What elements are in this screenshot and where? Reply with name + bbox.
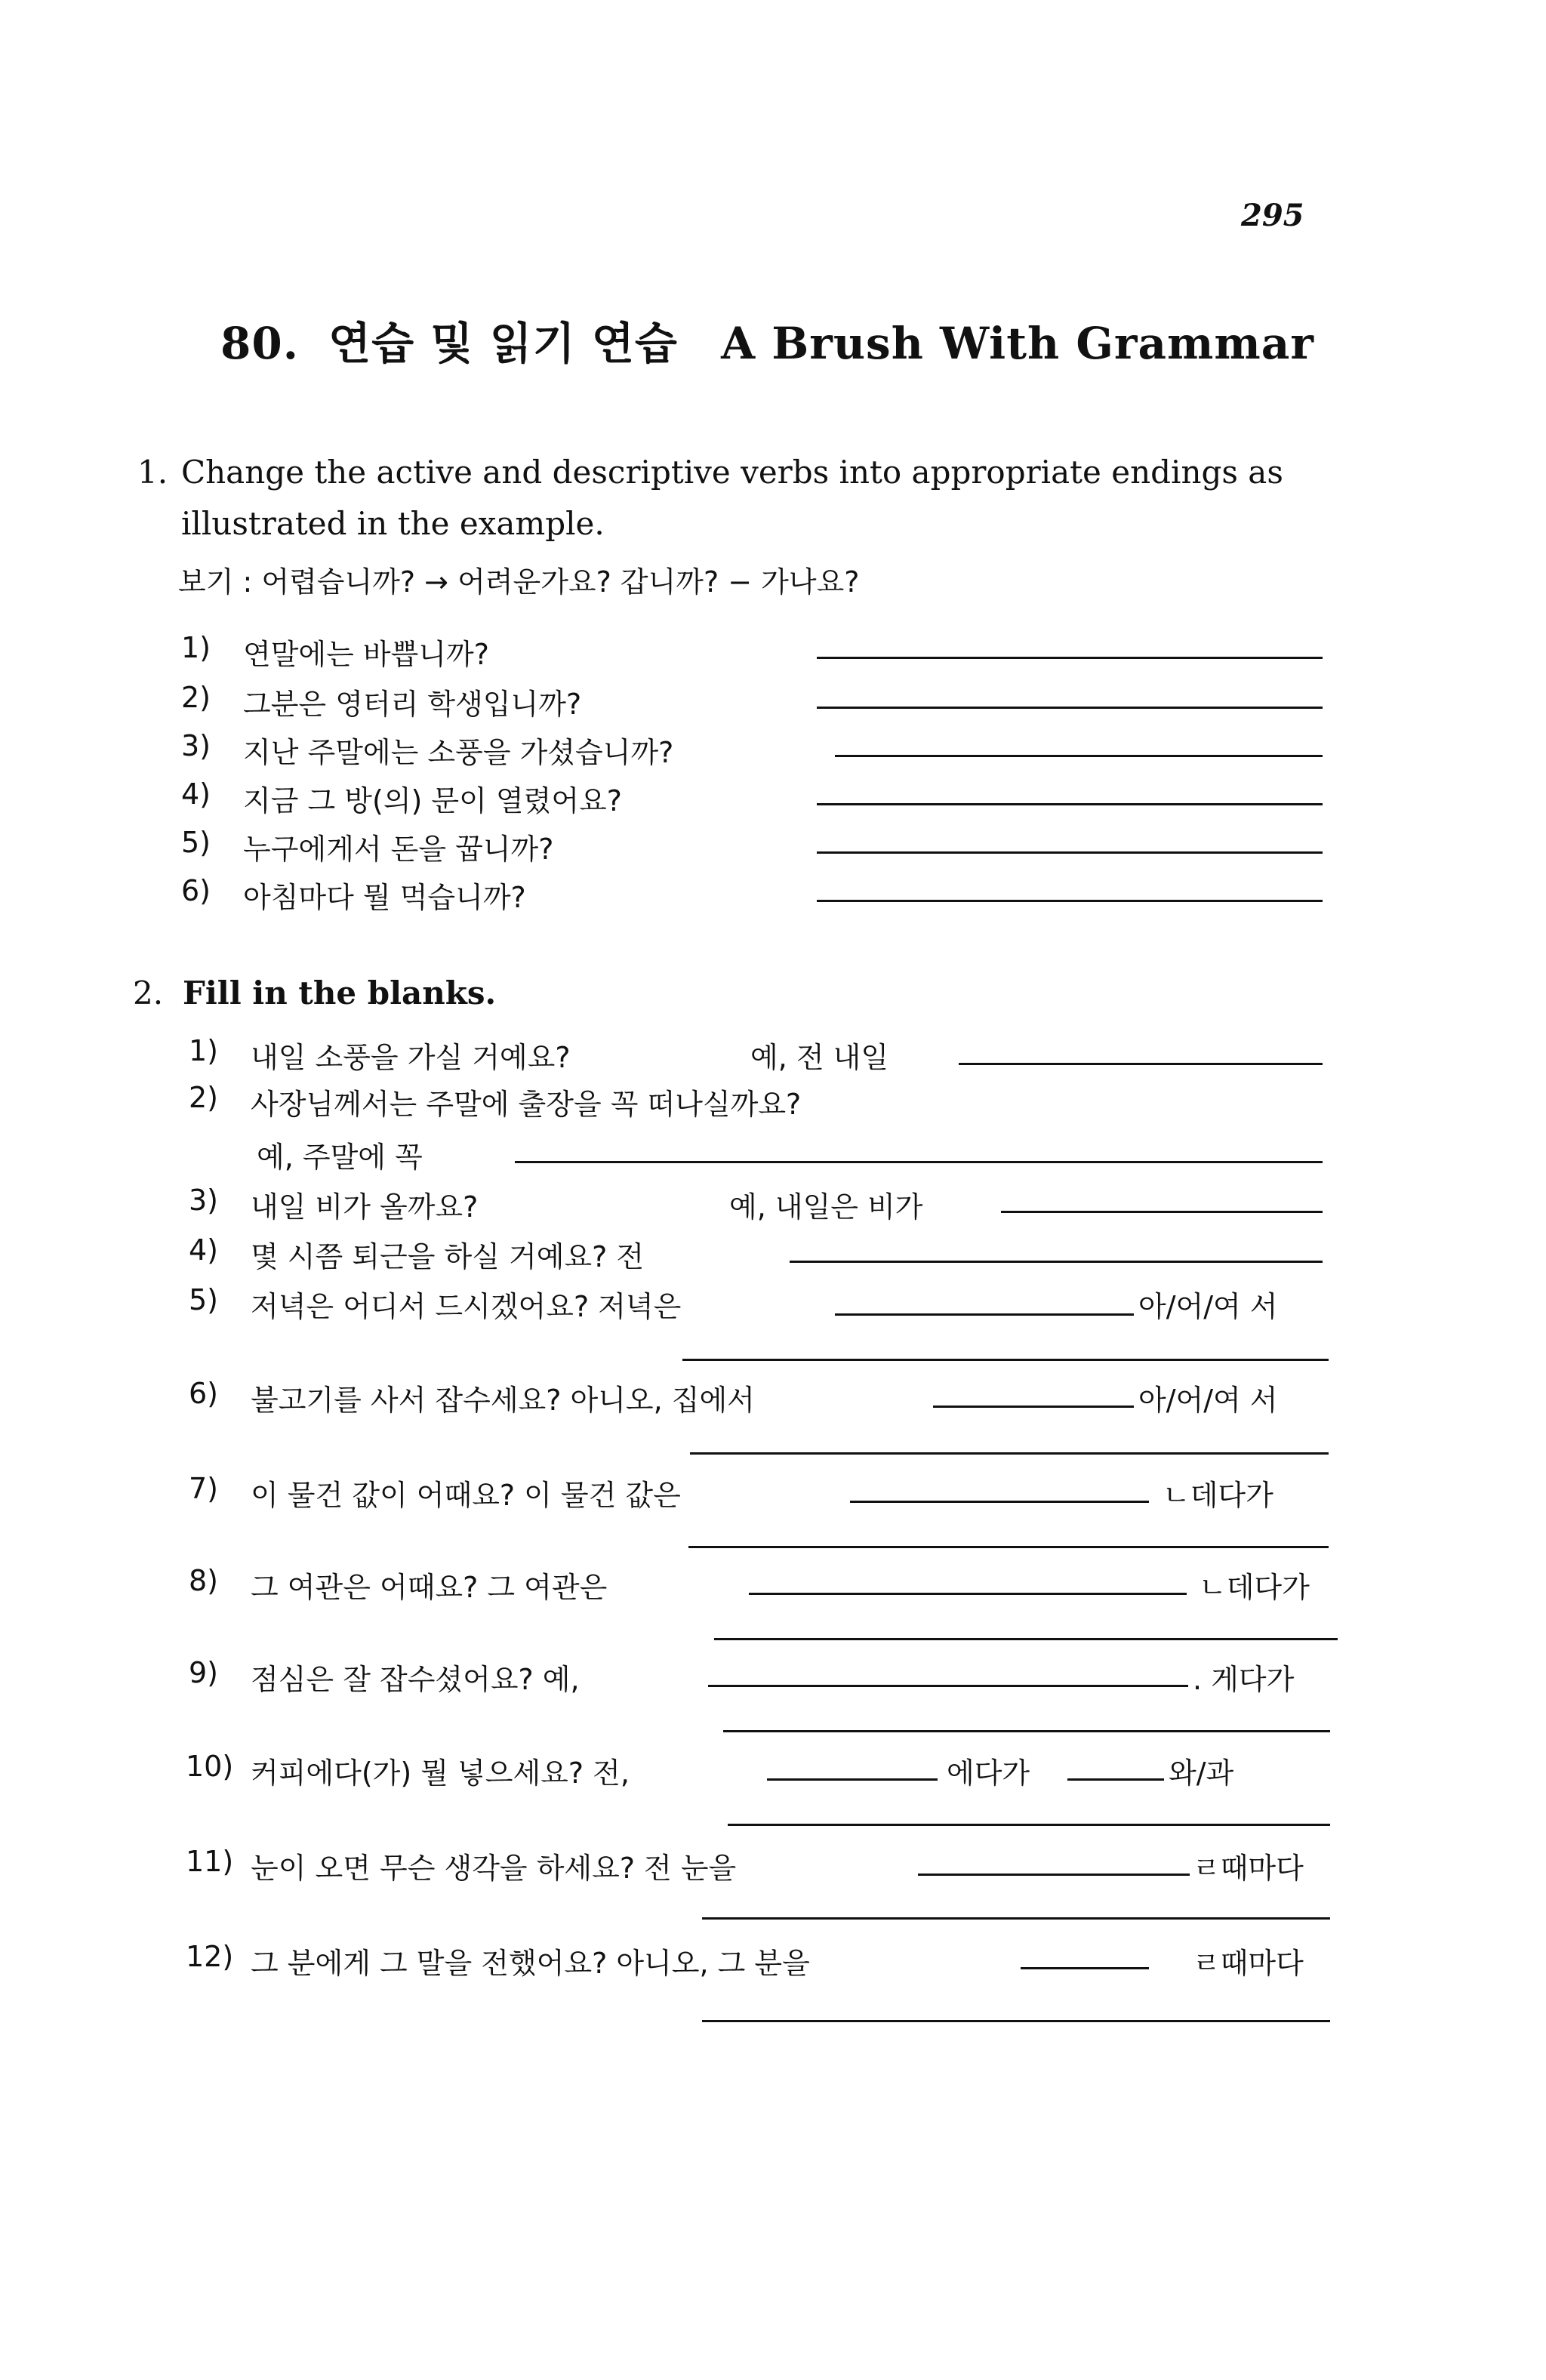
s1-item-text-1: 연말에는 바쁩니까? <box>243 638 489 671</box>
s1-answer-blank-2[interactable] <box>817 707 1323 709</box>
s2-item-text-1: 내일 소풍을 가실 거예요? <box>251 1041 571 1074</box>
s2-item-num-7: 7) <box>189 1472 219 1505</box>
s1-answer-blank-5[interactable] <box>817 851 1323 854</box>
s2-item-num-3: 3) <box>189 1184 219 1217</box>
section1-example: 보기 : 어렵습니까? → 어려운가요? 갑니까? − 가나요? <box>178 565 860 599</box>
s2-item-answer-2: 예, 주말에 꼭 <box>257 1141 423 1174</box>
s2-answer-blank-4[interactable] <box>790 1261 1323 1263</box>
section1-instruction-line1: Change the active and descriptive verbs into appropriate endings as <box>181 454 1283 491</box>
s2-answer-blank-12b[interactable] <box>702 2020 1330 2022</box>
s1-answer-blank-1[interactable] <box>817 657 1323 659</box>
s2-item-text-12: 그 분에게 그 말을 전했어요? 아니오, 그 분을 <box>251 1947 810 1980</box>
lesson-title-english: A Brush With Grammar <box>721 318 1314 369</box>
s2-item-text-9: 점심은 잘 잡수셨어요? 예, <box>251 1663 580 1696</box>
s2-item-num-11: 11) <box>186 1845 234 1878</box>
s2-item-text-7: 이 물건 값이 어때요? 이 물건 값은 <box>251 1479 681 1512</box>
s2-item-suffix-5: 아/어/여 서 <box>1138 1290 1278 1323</box>
s2-item-num-8: 8) <box>189 1564 219 1597</box>
s2-answer-blank-5b[interactable] <box>682 1359 1329 1361</box>
lesson-title <box>220 308 1314 371</box>
s1-item-text-2: 그분은 영터리 학생입니까? <box>243 688 582 721</box>
s2-item-suffix-9: . 게다가 <box>1193 1663 1295 1696</box>
page-number: 295 <box>1241 198 1304 233</box>
s2-item-text-10: 커피에다(가) 뭘 넣으세요? 전, <box>251 1757 630 1790</box>
s2-item-num-4: 4) <box>189 1233 219 1267</box>
lesson-title-korean: 연습 및 읽기 연습 <box>328 318 678 369</box>
s2-item-text-5: 저녁은 어디서 드시겠어요? 저녁은 <box>251 1290 682 1323</box>
s2-answer-blank-1[interactable] <box>959 1063 1323 1065</box>
s2-item-suffix-7: ㄴ데다가 <box>1163 1479 1273 1512</box>
section1-instruction-line2: illustrated in the example. <box>181 505 605 542</box>
s2-answer-blank-9b[interactable] <box>723 1730 1330 1732</box>
s2-item-mid-10: 에다가 <box>947 1757 1030 1790</box>
s2-answer-blank-6b[interactable] <box>690 1452 1329 1455</box>
s1-item-text-6: 아침마다 뭘 먹습니까? <box>243 881 526 914</box>
s2-item-text-11: 눈이 오면 무슨 생각을 하세요? 전 눈을 <box>251 1852 737 1885</box>
s2-item-text-2: 사장님께서는 주말에 출장을 꼭 떠나실까요? <box>251 1088 802 1121</box>
s1-answer-blank-6[interactable] <box>817 900 1323 902</box>
s2-answer-blank-8a[interactable] <box>749 1593 1187 1595</box>
s2-answer-blank-7a[interactable] <box>850 1501 1149 1503</box>
s2-answer-blank-5a[interactable] <box>835 1313 1134 1316</box>
s1-item-num-2: 2) <box>181 681 211 714</box>
s2-item-suffix-6: 아/어/여 서 <box>1138 1384 1278 1417</box>
s2-item-suffix-12: ㄹ때마다 <box>1193 1947 1304 1980</box>
s1-item-num-6: 6) <box>181 874 211 907</box>
s2-item-suffix-11: ㄹ때마다 <box>1193 1852 1304 1885</box>
s1-item-text-5: 누구에게서 돈을 꿉니까? <box>243 833 554 866</box>
s2-answer-blank-10a[interactable] <box>767 1778 938 1781</box>
s1-item-text-4: 지금 그 방(의) 문이 열렸어요? <box>243 784 622 817</box>
section1-number: 1. <box>137 454 168 491</box>
s2-answer-blank-8b[interactable] <box>714 1638 1338 1640</box>
s2-item-suffix-8: ㄴ데다가 <box>1199 1571 1310 1604</box>
s2-item-answer-1: 예, 전 내일 <box>750 1041 889 1074</box>
s2-item-text-3: 내일 비가 올까요? <box>251 1190 479 1224</box>
s2-item-suffix-10: 와/과 <box>1169 1757 1234 1790</box>
s2-item-num-2: 2) <box>189 1081 219 1114</box>
s2-item-num-12: 12) <box>186 1940 234 1973</box>
s1-answer-blank-3[interactable] <box>835 755 1323 757</box>
section2-number: 2. <box>133 974 164 1011</box>
s1-item-num-3: 3) <box>181 729 211 762</box>
s2-answer-blank-6a[interactable] <box>933 1406 1134 1408</box>
s2-item-num-5: 5) <box>189 1283 219 1316</box>
s1-answer-blank-4[interactable] <box>817 803 1323 805</box>
s2-answer-blank-12a[interactable] <box>1021 1967 1149 1969</box>
s2-item-answer-3: 예, 내일은 비가 <box>729 1190 923 1224</box>
s2-answer-blank-11b[interactable] <box>702 1917 1330 1920</box>
s2-item-num-6: 6) <box>189 1377 219 1410</box>
s2-answer-blank-9a[interactable] <box>708 1685 1188 1687</box>
s2-answer-blank-3[interactable] <box>1001 1211 1323 1213</box>
s2-answer-blank-10c[interactable] <box>728 1824 1330 1826</box>
s1-item-num-5: 5) <box>181 826 211 859</box>
s2-answer-blank-7b[interactable] <box>688 1546 1329 1548</box>
s2-item-num-10: 10) <box>186 1750 234 1783</box>
s2-item-text-4: 몇 시쯤 퇴근을 하실 거예요? 전 <box>251 1240 645 1273</box>
s2-item-num-9: 9) <box>189 1656 219 1689</box>
s1-item-num-4: 4) <box>181 777 211 811</box>
s2-item-text-8: 그 여관은 어때요? 그 여관은 <box>251 1571 608 1604</box>
lesson-number: 80. <box>220 318 299 369</box>
s1-item-num-1: 1) <box>181 631 211 664</box>
s1-item-text-3: 지난 주말에는 소풍을 가셨습니까? <box>243 736 674 769</box>
s2-answer-blank-11a[interactable] <box>918 1874 1190 1876</box>
s2-item-text-6: 불고기를 사서 잡수세요? 아니오, 집에서 <box>251 1384 755 1417</box>
section2-instruction: Fill in the blanks. <box>183 974 497 1011</box>
s2-answer-blank-10b[interactable] <box>1067 1778 1164 1781</box>
s2-answer-blank-2[interactable] <box>515 1161 1323 1163</box>
s2-item-num-1: 1) <box>189 1034 219 1067</box>
